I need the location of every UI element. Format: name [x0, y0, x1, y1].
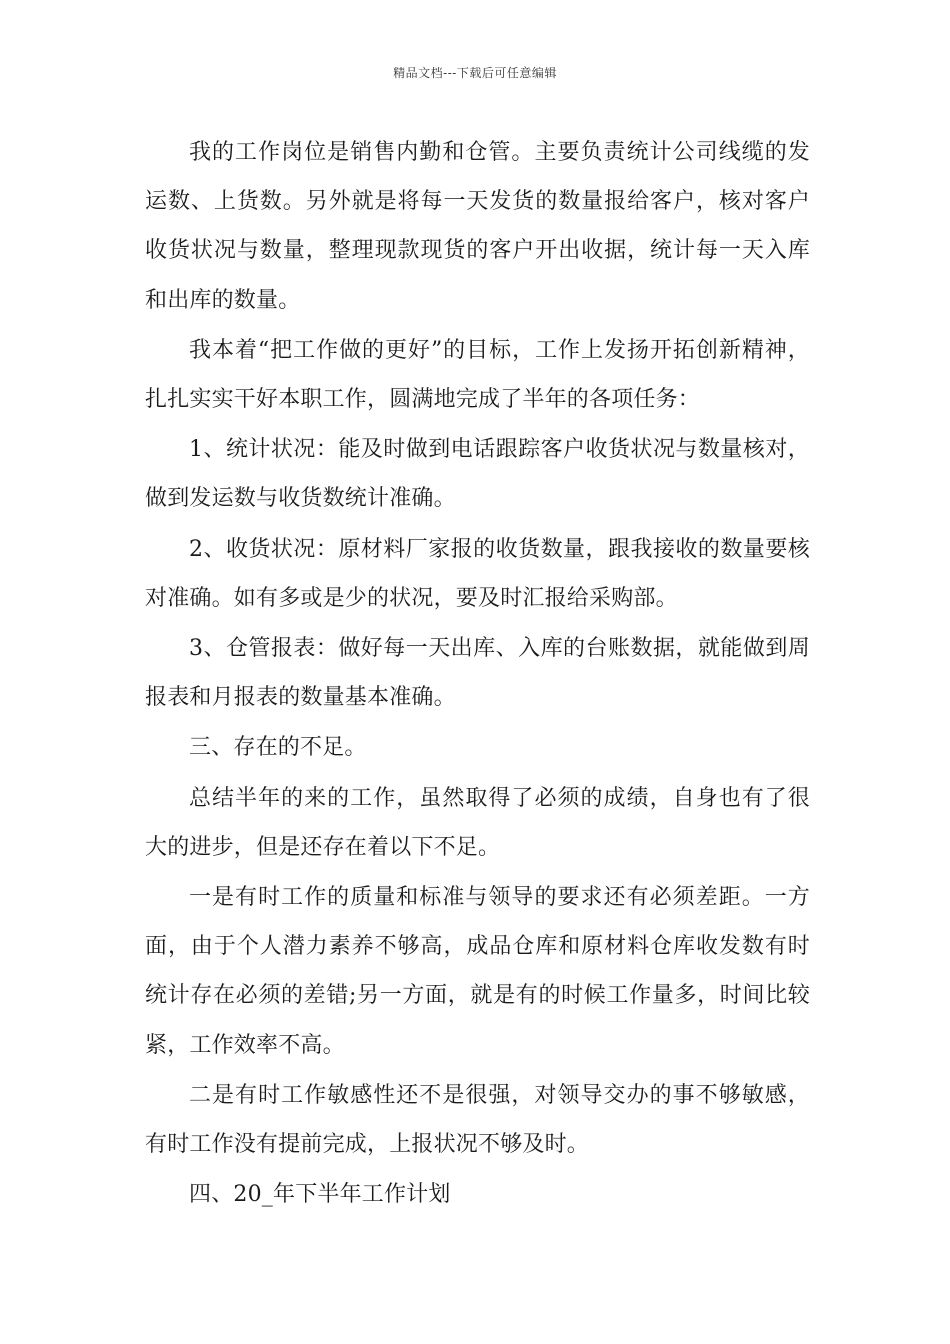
document-body	[145, 128, 810, 1220]
paragraph-work-goal: 我本着“把工作做的更好”的目标，工作上发扬开拓创新精神，扎扎实实干好本职工作，圆满地完成了半年的各项任务：	[145, 337, 810, 413]
paragraph-item-receiving: 2、收货状况：原材料厂家报的收货数量，跟我接收的数量要核对准确。如有多或是少的状况，要及时汇报给采购部。	[145, 536, 810, 611]
page-header: 精品文档---下载后可任意编辑	[393, 66, 557, 80]
paragraph-job-duties: 我的工作岗位是销售内勤和仓管。主要负责统计公司线缆的发运数、上货数。另外就是将每一天发货的数量报给客户，核对客户收货状况与数量，整理现款现货的客户开出收据，统计每一天入库和出库的数量。	[145, 140, 810, 313]
paragraph-shortcoming-one: 一是有时工作的质量和标准与领导的要求还有必须差距。一方面，由于个人潜力素养不够高，成品仓库和原材料仓库收发数有时统计存在必须的差错;另一方面，就是有的时候工作量多，时间比较紧，工作效率不高。	[145, 885, 810, 1058]
section-heading-shortcomings: 三、存在的不足。	[189, 735, 367, 761]
paragraph-shortcoming-two: 二是有时工作敏感性还不是很强，对领导交办的事不够敏感，有时工作没有提前完成，上报状况不够及时。	[145, 1082, 810, 1158]
paragraph-summary: 总结半年的来的工作，虽然取得了必须的成绩，自身也有了很大的进步，但是还存在着以下不足。	[145, 785, 810, 860]
paragraph-item-statistics: 1、统计状况：能及时做到电话跟踪客户收货状况与数量核对，做到发运数与收货数统计准确。	[145, 437, 810, 512]
paragraph-item-warehouse-reports: 3、仓管报表：做好每一天出库、入库的台账数据，就能做到周报表和月报表的数量基本准确。	[145, 636, 810, 711]
section-heading-plan: 四、20_年下半年工作计划	[189, 1182, 451, 1208]
